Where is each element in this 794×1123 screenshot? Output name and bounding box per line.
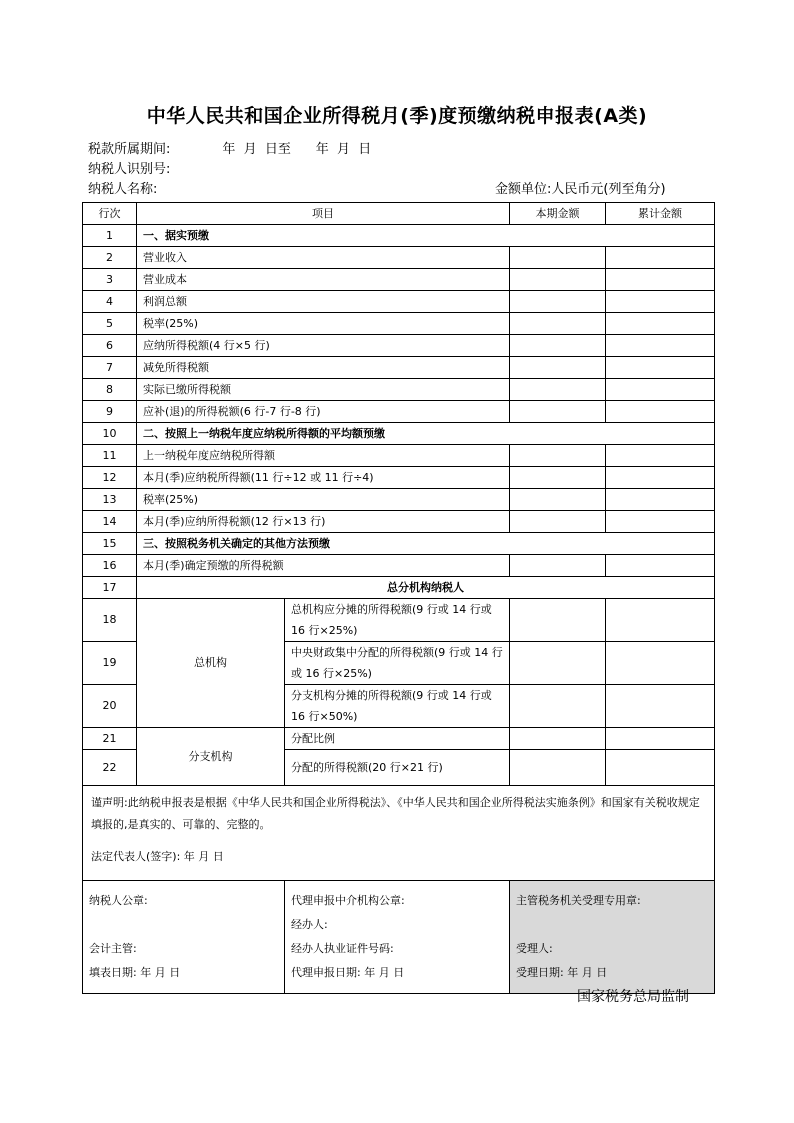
row-number: 11 [83,445,137,467]
table-row [83,291,715,313]
current-amount-cell[interactable] [510,467,606,489]
receiver-label: 受理人: [516,942,553,955]
table-row [83,357,715,379]
row-number: 20 [83,685,137,728]
accountant-label: 会计主管: [89,942,137,955]
row-number: 2 [83,247,137,269]
section-heading: 三、按照税务机关确定的其他方法预缴 [137,533,715,555]
row-item: 上一纳税年度应纳税所得额 [137,445,510,467]
table-row [83,335,715,357]
receive-date-label: 受理日期: 年 月 日 [516,966,608,979]
declaration-row [83,786,715,881]
table-row [83,467,715,489]
legal-representative-line: 法定代表人(签字): 年 月 日 [91,850,224,863]
cumulative-amount-cell[interactable] [606,357,715,379]
table-row [83,313,715,335]
current-amount-cell[interactable] [510,685,606,728]
header-cumulative-amount: 累计金额 [606,203,715,225]
handler-label: 经办人: [291,918,328,931]
table-row [83,577,715,599]
row-item: 税率(25%) [137,489,510,511]
header-row-no: 行次 [83,203,137,225]
table-row [83,225,715,247]
cumulative-amount-cell[interactable] [606,445,715,467]
current-amount-cell[interactable] [510,401,606,423]
tax-authority-block [510,881,715,994]
current-amount-cell[interactable] [510,445,606,467]
table-row [83,728,715,750]
group-head-office: 总机构 [137,599,285,728]
declaration-text: 谨声明:此纳税申报表是根据《中华人民共和国企业所得税法》、《中华人民共和国企业所得税法实施条例》和国家有关税收规定填报的,是真实的、可靠的、完整的。 [91,796,700,831]
row-item: 实际已缴所得税额 [137,379,510,401]
group-branch: 分支机构 [137,728,285,786]
footer-supervision: 国家税务总局监制 [577,989,689,1005]
agent-date-label: 代理申报日期: 年 月 日 [291,966,405,979]
form-title: 中华人民共和国企业所得税月(季)度预缴纳税申报表(A类) [146,105,648,127]
row-number: 7 [83,357,137,379]
row-number: 13 [83,489,137,511]
row-number: 8 [83,379,137,401]
row-item: 应补(退)的所得税额(6 行-7 行-8 行) [137,401,510,423]
row-item: 分支机构分摊的所得税额(9 行或 14 行或 16 行×50%) [285,685,510,728]
taxpayer-id-label: 纳税人识别号: [88,162,171,177]
cumulative-amount-cell[interactable] [606,750,715,786]
row-item: 本月(季)确定预缴的所得税额 [137,555,510,577]
row-item: 营业成本 [137,269,510,291]
table-row [83,599,715,642]
table-header-row [83,203,715,225]
row-number: 9 [83,401,137,423]
section-heading: 一、据实预缴 [137,225,715,247]
header-item: 项目 [137,203,510,225]
row-number: 12 [83,467,137,489]
header-current-amount: 本期金额 [510,203,606,225]
table-row [83,555,715,577]
table-row [83,511,715,533]
current-amount-cell[interactable] [510,313,606,335]
table-row [83,445,715,467]
current-amount-cell[interactable] [510,291,606,313]
period-line [88,141,371,159]
row-number: 17 [83,577,137,599]
cumulative-amount-cell[interactable] [606,599,715,642]
table-row [83,489,715,511]
taxpayer-name-label: 纳税人名称: [88,182,158,197]
cumulative-amount-cell[interactable] [606,379,715,401]
section-heading: 总分机构纳税人 [137,577,715,599]
cumulative-amount-cell[interactable] [606,642,715,685]
fill-date-label: 填表日期: 年 月 日 [89,966,181,979]
row-item: 利润总额 [137,291,510,313]
current-amount-cell[interactable] [510,379,606,401]
row-item: 本月(季)应纳所得税额(12 行×13 行) [137,511,510,533]
current-amount-cell[interactable] [510,750,606,786]
period-value: 年 月 日至 年 月 日 [222,142,372,157]
cumulative-amount-cell[interactable] [606,555,715,577]
cumulative-amount-cell[interactable] [606,467,715,489]
cumulative-amount-cell[interactable] [606,313,715,335]
taxpayer-signature-block [83,881,285,994]
current-amount-cell[interactable] [510,555,606,577]
row-number: 6 [83,335,137,357]
section-heading: 二、按照上一纳税年度应纳税所得额的平均额预缴 [137,423,715,445]
row-item: 总机构应分摊的所得税额(9 行或 14 行或 16 行×25%) [285,599,510,642]
handler-cert-label: 经办人执业证件号码: [291,942,394,955]
declaration-cell [83,786,715,881]
tax-return-table [82,202,715,994]
cumulative-amount-cell[interactable] [606,685,715,728]
period-label: 税款所属期间: [88,142,171,157]
amount-unit-label: 金额单位:人民币元(列至角分) [495,182,666,197]
taxpayer-seal-label: 纳税人公章: [89,894,148,907]
current-amount-cell[interactable] [510,511,606,533]
current-amount-cell[interactable] [510,269,606,291]
table-row [83,269,715,291]
cumulative-amount-cell[interactable] [606,335,715,357]
row-number: 21 [83,728,137,750]
current-amount-cell[interactable] [510,599,606,642]
row-number: 15 [83,533,137,555]
row-item: 中央财政集中分配的所得税额(9 行或 14 行或 16 行×25%) [285,642,510,685]
row-number: 19 [83,642,137,685]
row-item: 减免所得税额 [137,357,510,379]
row-number: 18 [83,599,137,642]
current-amount-cell[interactable] [510,642,606,685]
row-item: 税率(25%) [137,313,510,335]
current-amount-cell[interactable] [510,489,606,511]
row-item: 分配比例 [285,728,510,750]
cumulative-amount-cell[interactable] [606,291,715,313]
row-number: 10 [83,423,137,445]
agent-seal-label: 代理申报中介机构公章: [291,894,405,907]
row-number: 3 [83,269,137,291]
cumulative-amount-cell[interactable] [606,247,715,269]
row-item: 营业收入 [137,247,510,269]
row-item: 分配的所得税额(20 行×21 行) [285,750,510,786]
cumulative-amount-cell[interactable] [606,401,715,423]
current-amount-cell[interactable] [510,728,606,750]
table-row [83,379,715,401]
signature-row [83,881,715,994]
row-item: 应纳所得税额(4 行×5 行) [137,335,510,357]
cumulative-amount-cell[interactable] [606,269,715,291]
table-row [83,401,715,423]
table-row [83,533,715,555]
row-number: 5 [83,313,137,335]
row-number: 4 [83,291,137,313]
row-number: 22 [83,750,137,786]
row-number: 1 [83,225,137,247]
table-row [83,423,715,445]
row-item: 本月(季)应纳税所得额(11 行÷12 或 11 行÷4) [137,467,510,489]
row-number: 16 [83,555,137,577]
current-amount-cell[interactable] [510,357,606,379]
current-amount-cell[interactable] [510,247,606,269]
table-row [83,247,715,269]
row-number: 14 [83,511,137,533]
cumulative-amount-cell[interactable] [606,511,715,533]
agent-signature-block [285,881,510,994]
cumulative-amount-cell[interactable] [606,489,715,511]
authority-seal-label: 主管税务机关受理专用章: [516,894,641,907]
current-amount-cell[interactable] [510,335,606,357]
cumulative-amount-cell[interactable] [606,728,715,750]
